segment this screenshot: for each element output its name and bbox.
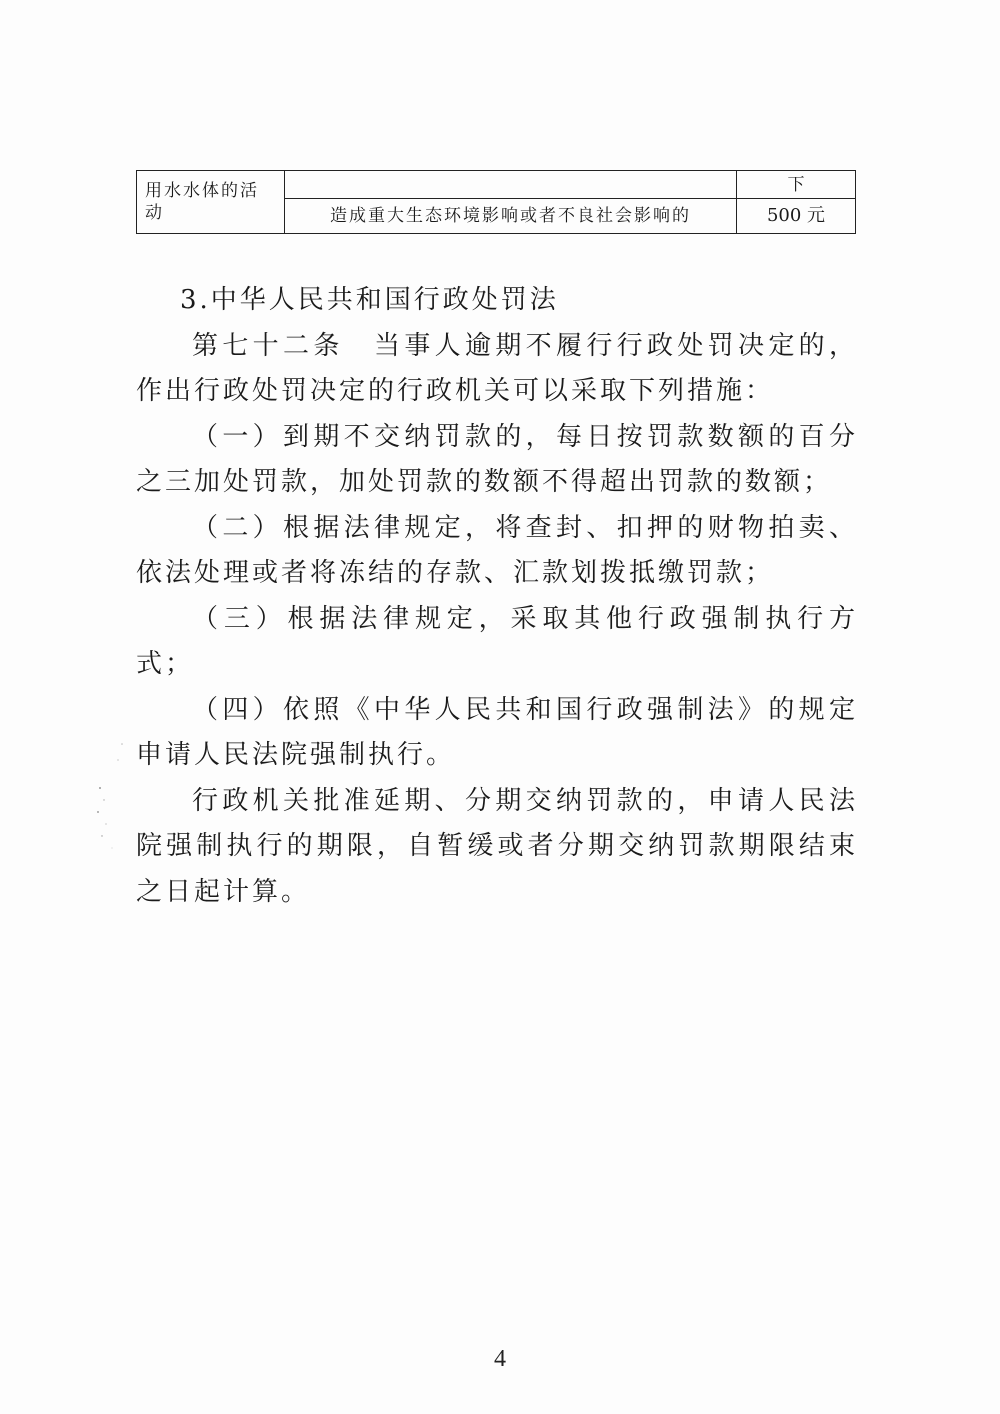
- measure-item-3: （三）根据法律规定，采取其他行政强制执行方式；: [136, 603, 858, 679]
- table-cell-activity: [137, 171, 285, 233]
- measure-item-2: （二）根据法律规定，将查封、扣押的财物拍卖、依法处理或者将冻结的存款、汇款划拨抵缴罚款；: [136, 512, 858, 588]
- table-cell-activity-line2: 动: [145, 203, 164, 223]
- scan-speckle-marks: [92, 740, 142, 860]
- measure-item-1: （一）到期不交纳罚款的，每日按罚款数额的百分之三加处罚款，加处罚款的数额不得超出罚款的数额；: [136, 421, 858, 497]
- page-number: 4: [494, 1346, 506, 1372]
- section-heading: 3.中华人民共和国行政处罚法: [180, 285, 559, 315]
- table-cell-amount: 500 元: [766, 205, 826, 226]
- penalty-table-fragment: [136, 170, 856, 234]
- measure-item-4: （四）依照《中华人民共和国行政强制法》的规定申请人民法院强制执行。: [136, 694, 858, 770]
- table-cell-amount-top: 下: [737, 171, 855, 199]
- closing-paragraph: 行政机关批准延期、分期交纳罚款的，申请人民法院强制执行的期限，自暂缓或者分期交纳罚款期限结束之日起计算。: [136, 785, 858, 907]
- article-72: 第七十二条 当事人逾期不履行行政处罚决定的，作出行政处罚决定的行政机关可以采取下列措施：: [136, 330, 858, 406]
- table-cell-condition: 造成重大生态环境影响或者不良社会影响的: [285, 199, 737, 233]
- document-body: [136, 278, 858, 915]
- table-cell-condition-top: [285, 171, 737, 199]
- table-cell-activity-line1: 用水水体的活: [145, 181, 259, 201]
